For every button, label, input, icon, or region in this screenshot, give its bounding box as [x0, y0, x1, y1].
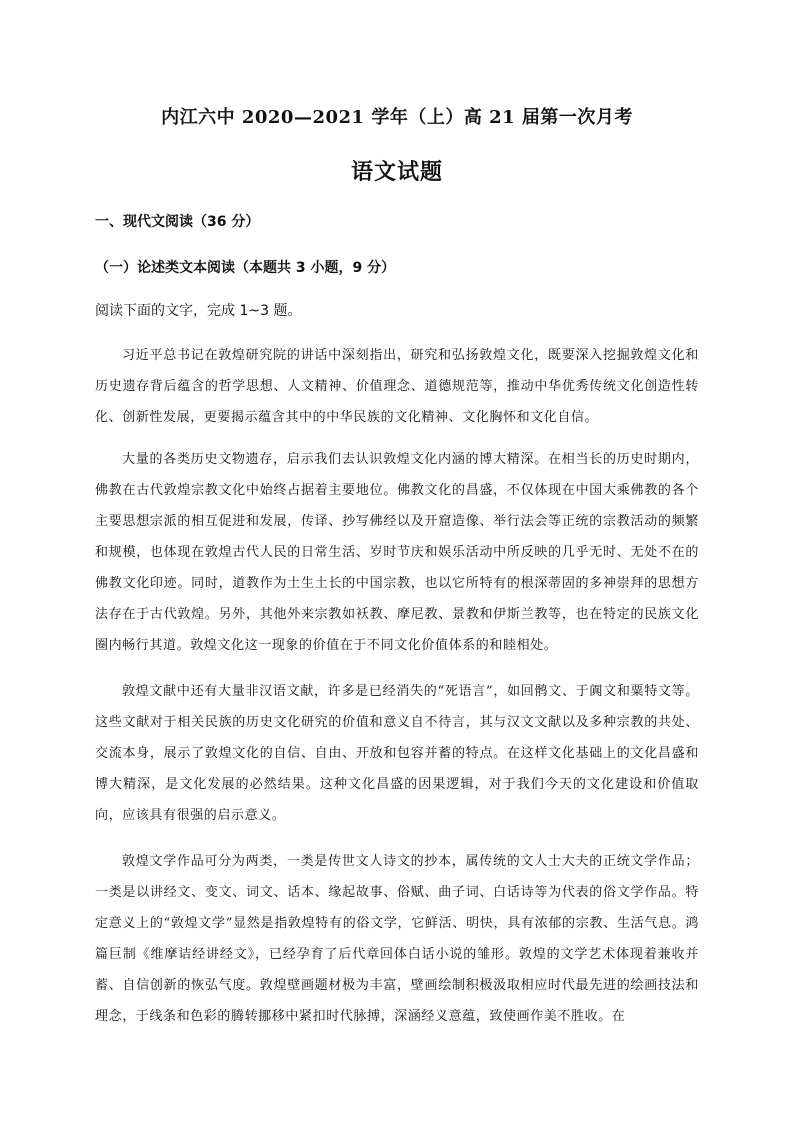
passage-paragraph: 习近平总书记在敦煌研究院的讲话中深刻指出，研究和弘扬敦煌文化，既要深入挖掘敦煌文化和历史遗存背后蕴含的哲学思想、人文精神、价值理念、道德规范等，推动中华优秀传统文化创造性转化、创新性发展，更要揭示蕴含其中的中华民族的文化精神、文化胸怀和文化自信。 [95, 348, 699, 425]
section-heading: 一、现代文阅读（36 分） [95, 214, 260, 230]
reading-instruction: 阅读下面的文字，完成 1~3 题。 [95, 303, 302, 319]
passage-paragraph: 敦煌文献中还有大量非汉语文献，许多是已经消失的“死语言”，如回鹘文、于阗文和粟特文等。这些文献对于相关民族的历史文化研究的价值和意义自不待言，其与汉文文献以及多种宗教的共处、交流本身，展示了敦煌文化的自信、自由、开放和包容并蓄的特点。在这样文化基础上的文化昌盛和博大精深，是文化发展的必然结果。这种文化昌盛的因果逻辑，对于我们今天的文化建设和价值取向，应该具有很强的启示意义。 [95, 684, 699, 823]
passage-paragraph: 敦煌文学作品可分为两类，一类是传世文人诗文的抄本，属传统的文人士大夫的正统文学作品；一类是以讲经文、变文、词文、话本、缘起故事、俗赋、曲子词、白话诗等为代表的俗文学作品。特定意义上的“敦煌文学”显然是指敦煌特有的俗文学，它鲜活、明快，具有浓郁的宗教、生活气息。鸿篇巨制《维摩诘经讲经文》，已经孕育了后代章回体白话小说的雏形。敦煌的文学艺术体现着兼收并蓄、自信创新的恢弘气度。敦煌壁画题材极为丰富，壁画绘制积极汲取相应时代最先进的绘画技法和理念，于线条和色彩的腾转挪移中紧扣时代脉搏，深涵经义意蕴，致使画作美不胜收。在 [95, 854, 699, 1024]
exam-subtitle: 语文试题 [350, 159, 443, 185]
subsection-heading: （一）论述类文本阅读（本题共 3 小题，9 分） [95, 260, 396, 276]
passage-paragraph: 大量的各类历史文物遗存，启示我们去认识敦煌文化内涵的博大精深。在相当长的历史时期内，佛教在古代敦煌宗教文化中始终占据着主要地位。佛教文化的昌盛，不仅体现在中国大乘佛教的各个主要思想宗派的相互促进和发展，传译、抄写佛经以及开窟造像、举行法会等正统的宗教活动的频繁和规模，也体现在敦煌古代人民的日常生活、岁时节庆和娱乐活动中所反映的几乎无时、无处不在的佛教文化印迹。同时，道教作为土生土长的中国宗教，也以它所特有的根深蒂固的多神崇拜的思想方法存在于古代敦煌。另外，其他外来宗教如袄教、摩尼教、景教和伊斯兰教等，也在特定的民族文化圈内畅行其道。敦煌文化这一现象的价值在于不同文化价值体系的和睦相处。 [95, 452, 699, 653]
exam-title: 内江六中 2020—2021 学年（上）高 21 届第一次月考 [161, 107, 633, 128]
